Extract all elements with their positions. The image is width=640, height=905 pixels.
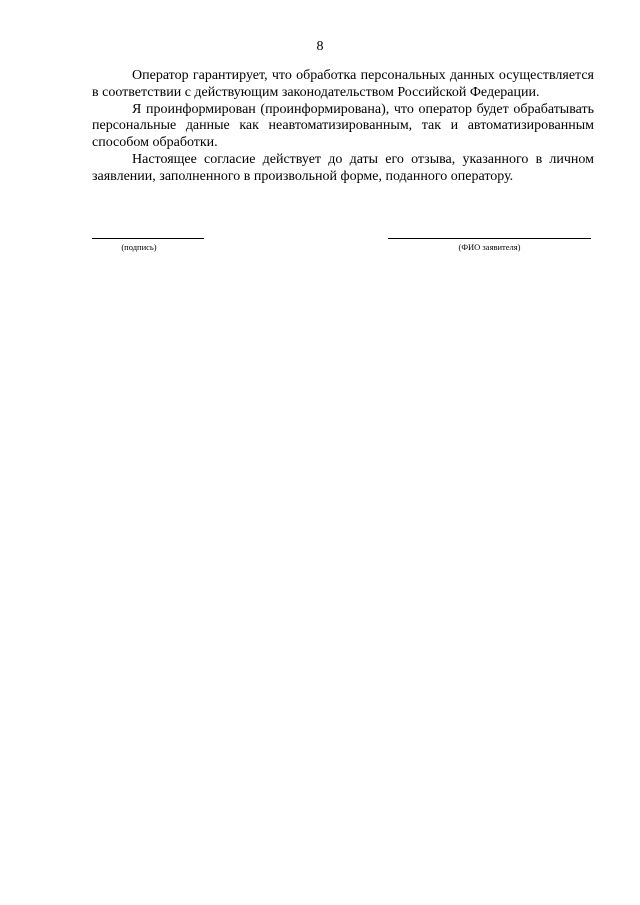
paragraph-operator-guarantee: Оператор гарантирует, что обработка персональных данных осуществляется в соответствии с действующим законодательством Российской Федерации.	[92, 68, 594, 100]
signature-block	[0, 228, 640, 258]
signature-caption: (подпись)	[121, 242, 157, 252]
applicant-name-line[interactable]	[388, 238, 591, 239]
consent-text	[92, 68, 594, 186]
signature-line[interactable]	[92, 238, 204, 239]
paragraph-consent-validity: Настоящее согласие действует до даты его отзыва, указанного в личном заявлении, заполненного в произвольной форме, поданного оператору.	[92, 151, 594, 184]
paragraph-processing-methods: Я проинформирован (проинформирована), что оператор будет обрабатывать персональные данные как неавтоматизированным, так и автоматизированным способом обработки.	[92, 101, 594, 151]
page-number: 8	[316, 39, 324, 54]
applicant-name-caption: (ФИО заявителя)	[458, 242, 521, 252]
